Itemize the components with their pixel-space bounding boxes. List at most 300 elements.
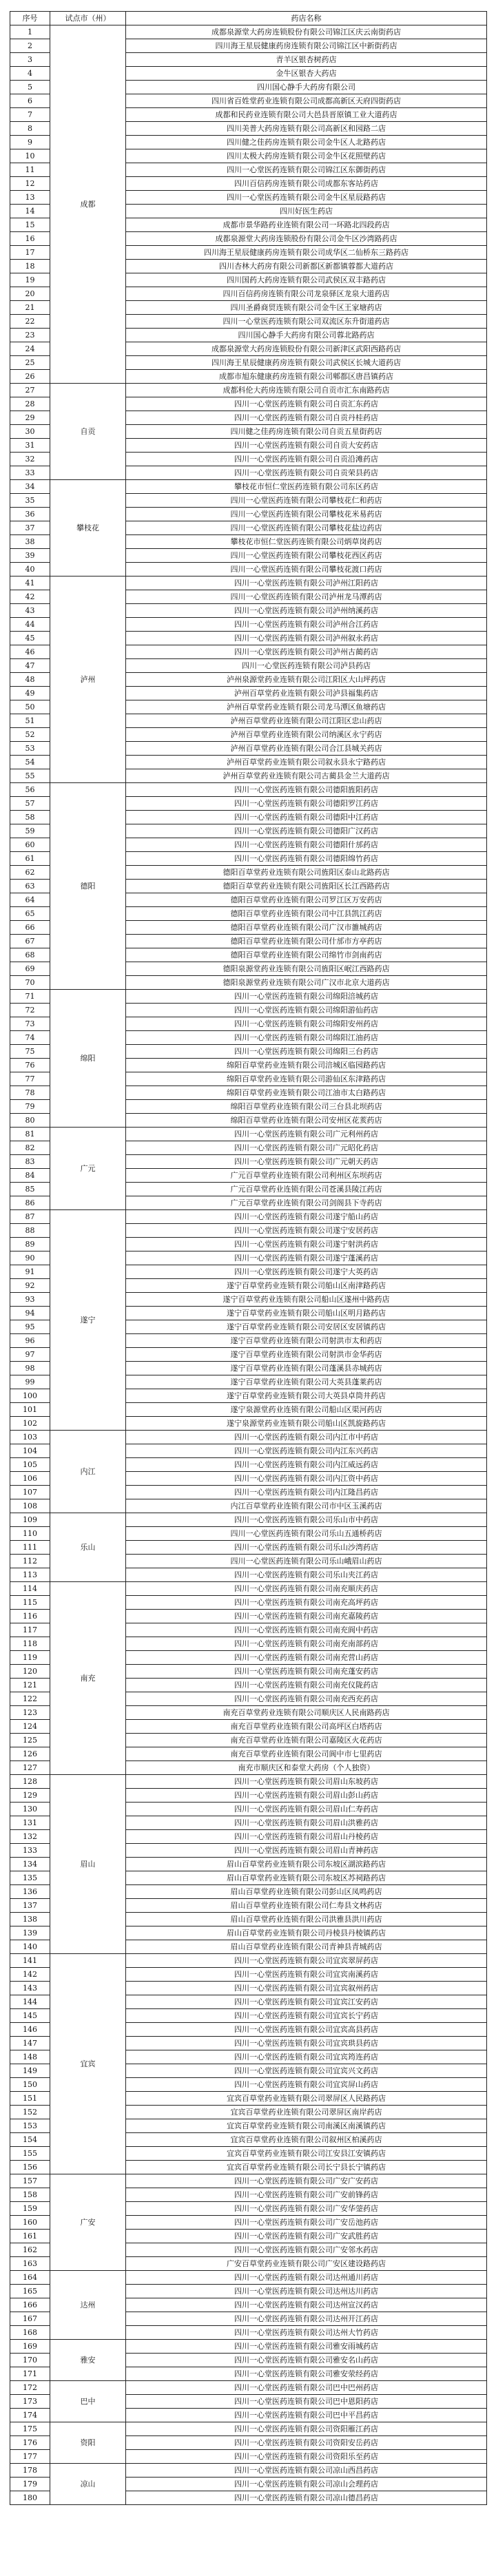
row-number: 131 (10, 1816, 50, 1830)
pharmacy-name: 四川一心堂医药连锁有限公司南充高坪药店 (126, 1596, 487, 1610)
row-number: 51 (10, 714, 50, 728)
pharmacy-name: 四川一心堂医药连锁有限公司德阳罗江药店 (126, 797, 487, 811)
row-number: 127 (10, 1761, 50, 1775)
row-number: 57 (10, 797, 50, 811)
row-number: 129 (10, 1789, 50, 1803)
pharmacy-name: 四川百信药房连锁有限公司龙泉驿区龙泉大道药店 (126, 287, 487, 301)
pharmacy-name: 四川一心堂医药连锁有限公司德阳绵竹药店 (126, 852, 487, 866)
row-number: 13 (10, 191, 50, 205)
row-number: 62 (10, 866, 50, 880)
pharmacy-name: 四川一心堂医药连锁有限公司广元利州药店 (126, 1128, 487, 1141)
pharmacy-name: 四川一心堂医药连锁有限公司凉山德昌药店 (126, 2491, 487, 2505)
row-number: 118 (10, 1637, 50, 1651)
pharmacy-name: 四川一心堂医药连锁有限公司德阳广汉药店 (126, 824, 487, 838)
table-row (10, 2340, 487, 2354)
row-number: 151 (10, 2092, 50, 2106)
pharmacy-name: 四川一心堂医药连锁有限公司绵阳三台药店 (126, 1045, 487, 1059)
row-number: 102 (10, 1417, 50, 1431)
pharmacy-name: 四川一心堂医药连锁有限公司达州大竹药店 (126, 2326, 487, 2340)
pharmacy-name: 四川一心堂医药连锁有限公司南充营山药店 (126, 1651, 487, 1665)
pharmacy-name: 四川一心堂医药连锁有限公司泸州古蔺药店 (126, 645, 487, 659)
pharmacy-name: 广元百草堂药业连锁有限公司剑阁县下寺药店 (126, 1196, 487, 1210)
row-number: 165 (10, 2285, 50, 2298)
city-cell: 凉山 (50, 2464, 126, 2505)
table-row (10, 990, 487, 1004)
row-number: 33 (10, 466, 50, 480)
pharmacy-name: 绵阳百草堂药业连锁有限公司游仙区东津路药店 (126, 1072, 487, 1086)
row-number: 2 (10, 39, 50, 53)
pharmacy-name: 遂宁百草堂药业连锁有限公司船山区明月路药店 (126, 1307, 487, 1320)
pharmacy-name: 绵阳百草堂药业连锁有限公司涪城区临园路药店 (126, 1059, 487, 1072)
pharmacy-name: 四川一心堂医药连锁有限公司南充南部药店 (126, 1637, 487, 1651)
pharmacy-name: 四川一心堂医药连锁有限公司绵阳江油药店 (126, 1031, 487, 1045)
pharmacy-name: 宜宾百草堂药业连锁有限公司叙州区柏溪药店 (126, 2133, 487, 2147)
row-number: 76 (10, 1059, 50, 1072)
pharmacy-name: 四川一心堂医药连锁有限公司自贡汇东药店 (126, 397, 487, 411)
pharmacy-name: 四川一心堂医药连锁有限公司自贡沿滩药店 (126, 453, 487, 466)
row-number: 48 (10, 673, 50, 687)
pharmacy-name: 四川一心堂医药连锁有限公司达州达川药店 (126, 2285, 487, 2298)
pharmacy-name: 四川一心堂医药连锁有限公司眉山青神药店 (126, 1844, 487, 1858)
pharmacy-name: 四川一心堂医药连锁有限公司南充嘉陵药店 (126, 1610, 487, 1623)
row-number: 139 (10, 1926, 50, 1940)
pharmacy-name: 四川一心堂医药连锁有限公司凉山会理药店 (126, 2478, 487, 2491)
pharmacy-name: 绵阳百草堂药业连锁有限公司安州区花荄药店 (126, 1114, 487, 1128)
row-number: 50 (10, 700, 50, 714)
row-number: 97 (10, 1348, 50, 1362)
row-number: 90 (10, 1251, 50, 1265)
row-number: 42 (10, 590, 50, 604)
row-number: 18 (10, 260, 50, 273)
pharmacy-name: 四川一心堂医药连锁有限公司乐山沙湾药店 (126, 1541, 487, 1555)
table-row (10, 1582, 487, 1596)
pharmacy-name: 宜宾百草堂药业连锁有限公司长宁县长宁镇药店 (126, 2161, 487, 2174)
city-cell: 南充 (50, 1582, 126, 1775)
row-number: 9 (10, 136, 50, 149)
row-number: 141 (10, 1954, 50, 1968)
city-cell: 攀枝花 (50, 480, 126, 577)
pharmacy-name: 眉山百草堂药业连锁有限公司丹棱县丹棱镇药店 (126, 1926, 487, 1940)
pharmacy-name: 四川一心堂医药连锁有限公司广安邻水药店 (126, 2243, 487, 2257)
pharmacy-name: 四川国心静手大药房有限公司蓉北路药店 (126, 329, 487, 342)
row-number: 167 (10, 2312, 50, 2326)
pharmacy-name: 德阳百草堂药业连锁有限公司什邡市方亭药店 (126, 935, 487, 948)
pharmacy-name: 四川一心堂医药连锁有限公司自贡丹桂药店 (126, 411, 487, 425)
row-number: 67 (10, 935, 50, 948)
row-number: 36 (10, 508, 50, 521)
pharmacy-name: 四川一心堂医药连锁有限公司遂宁射洪药店 (126, 1238, 487, 1251)
row-number: 87 (10, 1210, 50, 1224)
row-number: 38 (10, 535, 50, 549)
row-number: 75 (10, 1045, 50, 1059)
row-number: 155 (10, 2147, 50, 2161)
row-number: 170 (10, 2354, 50, 2367)
table-row (10, 1210, 487, 1224)
pharmacy-name: 四川一心堂医药连锁有限公司乐山市中药店 (126, 1513, 487, 1527)
row-number: 4 (10, 67, 50, 81)
row-number: 143 (10, 1982, 50, 1995)
row-number: 108 (10, 1499, 50, 1513)
row-number: 95 (10, 1320, 50, 1334)
pharmacy-name: 眉山百草堂药业连锁有限公司青神县青城药店 (126, 1940, 487, 1954)
pharmacy-name: 四川一心堂医药连锁有限公司广安广安药店 (126, 2174, 487, 2188)
pharmacy-name: 泸州百草堂药业连锁有限公司古蔺县金兰大道药店 (126, 769, 487, 783)
pharmacy-name: 南充市顺庆区和泰堂大药房（个人独资） (126, 1761, 487, 1775)
city-cell: 内江 (50, 1431, 126, 1513)
row-number: 40 (10, 563, 50, 577)
row-number: 156 (10, 2161, 50, 2174)
pharmacy-name: 绵阳百草堂药业连锁有限公司三台县北坝药店 (126, 1100, 487, 1114)
pharmacy-name: 四川一心堂医药连锁有限公司宜宾长宁药店 (126, 2009, 487, 2023)
city-cell: 广元 (50, 1128, 126, 1210)
row-number: 166 (10, 2298, 50, 2312)
pharmacy-name: 四川一心堂医药连锁有限公司内江东兴药店 (126, 1444, 487, 1458)
pharmacy-name: 四川一心堂医药连锁有限公司南充仪陇药店 (126, 1679, 487, 1692)
pharmacy-name: 四川国药大药房连锁有限公司武侯区双丰路药店 (126, 273, 487, 287)
row-number: 17 (10, 246, 50, 260)
pharmacy-name: 南充百草堂药业连锁有限公司阆中市七里药店 (126, 1747, 487, 1761)
table-row (10, 1431, 487, 1444)
row-number: 96 (10, 1334, 50, 1348)
row-number: 120 (10, 1665, 50, 1679)
row-number: 98 (10, 1362, 50, 1375)
row-number: 138 (10, 1913, 50, 1926)
row-number: 117 (10, 1623, 50, 1637)
pharmacy-name: 四川一心堂医药连锁有限公司自贡荣县药店 (126, 466, 487, 480)
pharmacy-name: 遂宁泉源堂药业连锁有限公司船山区凯旋路药店 (126, 1417, 487, 1431)
row-number: 149 (10, 2064, 50, 2078)
row-number: 177 (10, 2450, 50, 2464)
row-number: 20 (10, 287, 50, 301)
row-number: 29 (10, 411, 50, 425)
row-number: 105 (10, 1458, 50, 1472)
row-number: 77 (10, 1072, 50, 1086)
pharmacy-name: 四川省百姓堂药业连锁有限公司成都高新区天府四街药店 (126, 94, 487, 108)
row-number: 1 (10, 25, 50, 39)
row-number: 8 (10, 122, 50, 136)
row-number: 123 (10, 1706, 50, 1720)
row-number: 116 (10, 1610, 50, 1623)
row-number: 16 (10, 232, 50, 246)
row-number: 125 (10, 1734, 50, 1747)
row-number: 34 (10, 480, 50, 494)
pharmacy-name: 四川一心堂医药连锁有限公司雅安雨城药店 (126, 2340, 487, 2354)
row-number: 124 (10, 1720, 50, 1734)
row-number: 32 (10, 453, 50, 466)
row-number: 55 (10, 769, 50, 783)
row-number: 35 (10, 494, 50, 508)
row-number: 31 (10, 439, 50, 453)
pharmacy-name: 成都和民药业连锁有限公司大邑县晋原镇工业大道药店 (126, 108, 487, 122)
row-number: 142 (10, 1968, 50, 1982)
table-row (10, 480, 487, 494)
pharmacy-name: 四川一心堂医药连锁有限公司泸州龙马潭药店 (126, 590, 487, 604)
pharmacy-name: 广安百草堂药业连锁有限公司广安区建设路药店 (126, 2257, 487, 2271)
row-number: 158 (10, 2188, 50, 2202)
city-cell: 资阳 (50, 2422, 126, 2464)
pharmacy-name: 四川一心堂医药连锁有限公司内江隆昌药店 (126, 1486, 487, 1499)
row-number: 72 (10, 1004, 50, 1017)
pharmacy-name: 四川一心堂医药连锁有限公司宜宾珙县药店 (126, 2037, 487, 2050)
pharmacy-name: 遂宁百草堂药业连锁有限公司射洪市金华药店 (126, 1348, 487, 1362)
row-number: 83 (10, 1155, 50, 1169)
pharmacy-name: 四川一心堂医药连锁有限公司乐山夹江药店 (126, 1568, 487, 1582)
pharmacy-name: 四川一心堂医药连锁有限公司泸州纳溪药店 (126, 604, 487, 618)
table-row (10, 2381, 487, 2395)
pharmacy-name: 成都泉源堂大药房连锁股份有限公司金牛区沙湾路药店 (126, 232, 487, 246)
row-number: 41 (10, 577, 50, 590)
table-row (10, 2174, 487, 2188)
row-number: 163 (10, 2257, 50, 2271)
pharmacy-name: 四川一心堂医药连锁有限公司泸州江阳药店 (126, 577, 487, 590)
row-number: 49 (10, 687, 50, 700)
pharmacy-name: 四川一心堂医药连锁有限公司资阳雁江药店 (126, 2422, 487, 2436)
row-number: 66 (10, 921, 50, 935)
row-number: 91 (10, 1265, 50, 1279)
pharmacy-name: 四川一心堂医药连锁有限公司资阳安岳药店 (126, 2436, 487, 2450)
pharmacy-name: 内江百草堂药业连锁有限公司市中区玉溪药店 (126, 1499, 487, 1513)
row-number: 161 (10, 2230, 50, 2243)
pharmacy-name: 四川海王星辰健康药房连锁有限公司成华区二仙桥东三路药店 (126, 246, 487, 260)
pharmacy-name: 成都泉源堂大药房连锁股份有限公司锦江区庆云南街药店 (126, 25, 487, 39)
pharmacy-name: 四川一心堂医药连锁有限公司南充顺庆药店 (126, 1582, 487, 1596)
row-number: 100 (10, 1389, 50, 1403)
row-number: 7 (10, 108, 50, 122)
pharmacy-name: 成都科伦大药房连锁有限公司自贡市汇东南路药店 (126, 384, 487, 397)
pharmacy-name: 遂宁百草堂药业连锁有限公司射洪市太和药店 (126, 1334, 487, 1348)
row-number: 92 (10, 1279, 50, 1293)
pharmacy-name: 四川一心堂医药连锁有限公司雅安名山药店 (126, 2354, 487, 2367)
table-row (10, 2464, 487, 2478)
pharmacy-name: 四川一心堂医药连锁有限公司眉山彭山药店 (126, 1789, 487, 1803)
row-number: 26 (10, 370, 50, 384)
pharmacy-name: 四川一心堂医药连锁有限公司达州宣汉药店 (126, 2298, 487, 2312)
pharmacy-name: 德阳百草堂药业连锁有限公司广汉市雒城药店 (126, 921, 487, 935)
row-number: 54 (10, 756, 50, 769)
pharmacy-name: 南充百草堂药业连锁有限公司嘉陵区火花药店 (126, 1734, 487, 1747)
pharmacy-name: 四川一心堂医药连锁有限公司眉山洪雅药店 (126, 1816, 487, 1830)
row-number: 147 (10, 2037, 50, 2050)
pharmacy-name: 宜宾百草堂药业连锁有限公司南溪区南溪镇药店 (126, 2119, 487, 2133)
pharmacy-name: 四川太极大药房连锁有限公司金牛区花照壁药店 (126, 149, 487, 163)
row-number: 45 (10, 632, 50, 645)
pharmacy-name: 广元百草堂药业连锁有限公司利州区东坝药店 (126, 1169, 487, 1183)
row-number: 22 (10, 315, 50, 329)
pharmacy-name: 四川一心堂医药连锁有限公司泸州合江药店 (126, 618, 487, 632)
row-number: 173 (10, 2395, 50, 2409)
row-number: 145 (10, 2009, 50, 2023)
row-number: 23 (10, 329, 50, 342)
row-number: 85 (10, 1183, 50, 1196)
row-number: 5 (10, 81, 50, 94)
row-number: 137 (10, 1899, 50, 1913)
row-number: 99 (10, 1375, 50, 1389)
row-number: 171 (10, 2367, 50, 2381)
pharmacy-name: 眉山百草堂药业连锁有限公司东坡区苏祠路药店 (126, 1871, 487, 1885)
pharmacy-name: 德阳百草堂药业连锁有限公司罗江区万安药店 (126, 893, 487, 907)
row-number: 25 (10, 356, 50, 370)
city-cell: 泸州 (50, 577, 126, 783)
pharmacy-name: 四川一心堂医药连锁有限公司广元朝天药店 (126, 1155, 487, 1169)
row-number: 61 (10, 852, 50, 866)
row-number: 168 (10, 2326, 50, 2340)
pharmacy-name: 遂宁百草堂药业连锁有限公司安居区安居镇药店 (126, 1320, 487, 1334)
pharmacy-name: 四川一心堂医药连锁有限公司绵阳涪城药店 (126, 990, 487, 1004)
city-cell: 德阳 (50, 783, 126, 990)
pharmacy-name: 四川海王星辰健康药房连锁有限公司锦江区中新街药店 (126, 39, 487, 53)
pharmacy-name: 成都市旭东健康药房连锁有限公司郫都区唐昌镇药店 (126, 370, 487, 384)
row-number: 106 (10, 1472, 50, 1486)
pharmacy-name: 四川一心堂医药连锁有限公司攀枝花渡口药店 (126, 563, 487, 577)
pharmacy-name: 四川一心堂医药连锁有限公司遂宁大英药店 (126, 1265, 487, 1279)
city-cell: 眉山 (50, 1775, 126, 1954)
row-number: 140 (10, 1940, 50, 1954)
pharmacy-name: 德阳百草堂药业连锁有限公司绵竹市剑南药店 (126, 948, 487, 962)
pharmacy-name: 宜宾百草堂药业连锁有限公司翠屏区南岸药店 (126, 2106, 487, 2119)
pharmacy-name: 德阳泉源堂药业连锁有限公司旌阳区岷江西路药店 (126, 962, 487, 976)
pharmacy-name: 四川一心堂医药连锁有限公司眉山东坡药店 (126, 1775, 487, 1789)
pharmacy-name: 四川一心堂医药连锁有限公司巴中巴州药店 (126, 2381, 487, 2395)
pharmacy-table (10, 11, 487, 2505)
city-cell: 巴中 (50, 2381, 126, 2422)
row-number: 19 (10, 273, 50, 287)
pharmacy-name: 德阳百草堂药业连锁有限公司旌阳区长江西路药店 (126, 880, 487, 893)
row-number: 164 (10, 2271, 50, 2285)
row-number: 144 (10, 1995, 50, 2009)
header-no: 序号 (10, 12, 50, 25)
pharmacy-name: 宜宾百草堂药业连锁有限公司翠屏区人民路药店 (126, 2092, 487, 2106)
row-number: 174 (10, 2409, 50, 2422)
row-number: 104 (10, 1444, 50, 1458)
pharmacy-name: 四川一心堂医药连锁有限公司广安武胜药店 (126, 2230, 487, 2243)
pharmacy-name: 四川一心堂医药连锁有限公司攀枝花西区药店 (126, 549, 487, 563)
city-cell: 达州 (50, 2271, 126, 2340)
table-row (10, 1128, 487, 1141)
pharmacy-name: 遂宁百草堂药业连锁有限公司蓬溪县赤城药店 (126, 1362, 487, 1375)
row-number: 3 (10, 53, 50, 67)
pharmacy-name: 四川一心堂医药连锁有限公司南充阆中药店 (126, 1623, 487, 1637)
row-number: 69 (10, 962, 50, 976)
row-number: 176 (10, 2436, 50, 2450)
pharmacy-name: 绵阳百草堂药业连锁有限公司江油市太白路药店 (126, 1086, 487, 1100)
pharmacy-name: 德阳泉源堂药业连锁有限公司广汉市北京大道药店 (126, 976, 487, 990)
table-row (10, 2271, 487, 2285)
pharmacy-name: 四川一心堂医药连锁有限公司巴中恩阳药店 (126, 2395, 487, 2409)
row-number: 107 (10, 1486, 50, 1499)
row-number: 11 (10, 163, 50, 177)
pharmacy-name: 四川一心堂医药连锁有限公司巴中平昌药店 (126, 2409, 487, 2422)
pharmacy-name: 四川一心堂医药连锁有限公司资阳乐至药店 (126, 2450, 487, 2464)
row-number: 152 (10, 2106, 50, 2119)
row-number: 88 (10, 1224, 50, 1238)
pharmacy-name: 四川一心堂医药连锁有限公司攀枝花盐边药店 (126, 521, 487, 535)
row-number: 30 (10, 425, 50, 439)
pharmacy-name: 泸州百草堂药业连锁有限公司泸县福集药店 (126, 687, 487, 700)
row-number: 128 (10, 1775, 50, 1789)
pharmacy-name: 青羊区银杏树药店 (126, 53, 487, 67)
row-number: 160 (10, 2216, 50, 2230)
pharmacy-name: 成都泉源堂大药房连锁股份有限公司新津区武阳西路药店 (126, 342, 487, 356)
row-number: 154 (10, 2133, 50, 2147)
row-number: 63 (10, 880, 50, 893)
pharmacy-name: 广元百草堂药业连锁有限公司苍溪县陵江药店 (126, 1183, 487, 1196)
pharmacy-name: 德阳百草堂药业连锁有限公司旌阳区泰山北路药店 (126, 866, 487, 880)
row-number: 37 (10, 521, 50, 535)
pharmacy-name: 四川国心静手大药房有限公司 (126, 81, 487, 94)
pharmacy-name: 四川一心堂医药连锁有限公司乐山峨眉山药店 (126, 1555, 487, 1568)
city-cell: 绵阳 (50, 990, 126, 1128)
table-row (10, 783, 487, 797)
pharmacy-name: 眉山百草堂药业连锁有限公司彭山区凤鸣药店 (126, 1885, 487, 1899)
row-number: 111 (10, 1541, 50, 1555)
row-number: 119 (10, 1651, 50, 1665)
row-number: 180 (10, 2491, 50, 2505)
row-number: 10 (10, 149, 50, 163)
pharmacy-name: 四川一心堂医药连锁有限公司眉山丹棱药店 (126, 1830, 487, 1844)
document-page (10, 0, 486, 2505)
pharmacy-name: 四川一心堂医药连锁有限公司德阳旌阳药店 (126, 783, 487, 797)
row-number: 15 (10, 218, 50, 232)
pharmacy-name: 四川一心堂医药连锁有限公司遂宁蓬溪药店 (126, 1251, 487, 1265)
row-number: 81 (10, 1128, 50, 1141)
pharmacy-name: 四川一心堂医药连锁有限公司广元昭化药店 (126, 1141, 487, 1155)
pharmacy-name: 四川一心堂医药连锁有限公司绵阳安州药店 (126, 1017, 487, 1031)
row-number: 169 (10, 2340, 50, 2354)
row-number: 21 (10, 301, 50, 315)
pharmacy-name: 四川一心堂医药连锁有限公司遂宁船山药店 (126, 1210, 487, 1224)
pharmacy-name: 四川一心堂医药连锁有限公司宜宾筠连药店 (126, 2050, 487, 2064)
table-row (10, 384, 487, 397)
pharmacy-name: 四川一心堂医药连锁有限公司凉山西昌药店 (126, 2464, 487, 2478)
pharmacy-name: 眉山百草堂药业连锁有限公司仁寿县文林药店 (126, 1899, 487, 1913)
row-number: 133 (10, 1844, 50, 1858)
row-number: 56 (10, 783, 50, 797)
table-header-row (10, 12, 487, 25)
pharmacy-name: 遂宁百草堂药业连锁有限公司大英县卓筒井药店 (126, 1389, 487, 1403)
pharmacy-name: 遂宁百草堂药业连锁有限公司船山区遂州中路药店 (126, 1293, 487, 1307)
pharmacy-name: 泸州百草堂药业连锁有限公司江阳区忠山药店 (126, 714, 487, 728)
row-number: 113 (10, 1568, 50, 1582)
pharmacy-name: 攀枝花市恒仁堂医药连锁有限公司东区药店 (126, 480, 487, 494)
pharmacy-name: 泸州百草堂药业连锁有限公司叙永县永宁路药店 (126, 756, 487, 769)
city-cell: 乐山 (50, 1513, 126, 1582)
pharmacy-name: 四川一心堂医药连锁有限公司宜宾高县药店 (126, 2023, 487, 2037)
pharmacy-name: 遂宁百草堂药业连锁有限公司大英县蓬莱药店 (126, 1375, 487, 1389)
row-number: 179 (10, 2478, 50, 2491)
pharmacy-name: 四川一心堂医药连锁有限公司金牛区星辰路药店 (126, 191, 487, 205)
pharmacy-name: 四川健之佳药房连锁有限公司自贡五星街药店 (126, 425, 487, 439)
table-body (10, 25, 487, 2505)
pharmacy-name: 南充百草堂药业连锁有限公司高坪区白塔药店 (126, 1720, 487, 1734)
row-number: 52 (10, 728, 50, 742)
pharmacy-name: 四川一心堂医药连锁有限公司乐山五通桥药店 (126, 1527, 487, 1541)
row-number: 82 (10, 1141, 50, 1155)
pharmacy-name: 四川一心堂医药连锁有限公司宜宾兴文药店 (126, 2064, 487, 2078)
row-number: 46 (10, 645, 50, 659)
row-number: 70 (10, 976, 50, 990)
row-number: 148 (10, 2050, 50, 2064)
city-cell: 雅安 (50, 2340, 126, 2381)
row-number: 84 (10, 1169, 50, 1183)
row-number: 74 (10, 1031, 50, 1045)
pharmacy-name: 四川一心堂医药连锁有限公司广安岳池药店 (126, 2216, 487, 2230)
pharmacy-name: 四川一心堂医药连锁有限公司泸州叙永药店 (126, 632, 487, 645)
pharmacy-name: 四川一心堂医药连锁有限公司广安前锋药店 (126, 2188, 487, 2202)
row-number: 14 (10, 205, 50, 218)
row-number: 68 (10, 948, 50, 962)
row-number: 136 (10, 1885, 50, 1899)
row-number: 157 (10, 2174, 50, 2188)
